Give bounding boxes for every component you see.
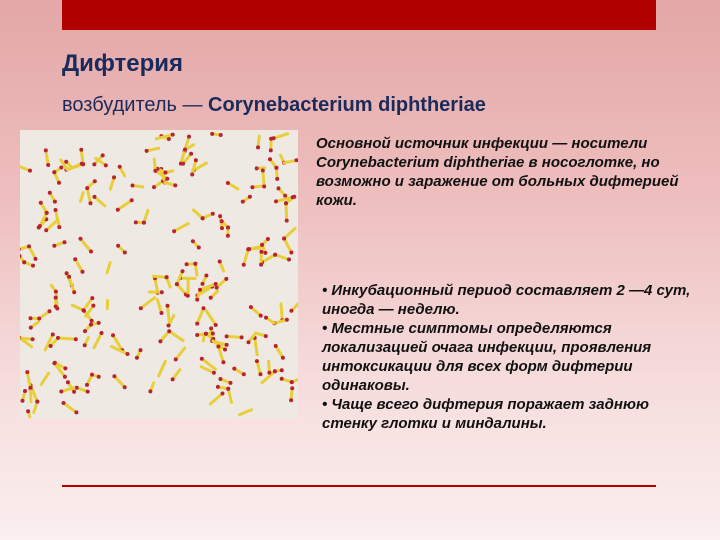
bacterium-granule (134, 220, 138, 224)
bacterium-granule (51, 333, 55, 337)
bacterium-granule (273, 369, 277, 373)
bacterium-granule (67, 275, 71, 279)
bacterium-granule (111, 333, 115, 337)
bacterium-granule (83, 329, 87, 333)
bacterium-rod (169, 331, 183, 340)
bacterium-granule (204, 274, 208, 278)
bacterium-granule (201, 216, 205, 220)
bacterium-granule (267, 371, 271, 375)
bacterium-granule (130, 198, 134, 202)
bacterium-granule (38, 224, 42, 228)
bacterium-rod (107, 263, 110, 273)
bacterium-rod (58, 338, 76, 339)
bacterium-rod (95, 197, 105, 206)
bacterium-rod (275, 255, 289, 260)
bacterium-granule (22, 260, 26, 264)
bacterium-granule (48, 309, 52, 313)
bacterium-granule (255, 359, 259, 363)
bacterium-granule (46, 163, 50, 167)
bacterium-granule (39, 201, 43, 205)
bacterium-granule (123, 385, 127, 389)
bacterium-granule (191, 239, 195, 243)
bacterium-granule (26, 409, 30, 413)
bacterium-granule (48, 191, 52, 195)
bacterium-granule (171, 133, 175, 137)
bacterium-granule (139, 348, 143, 352)
micrograph-image (20, 130, 298, 418)
bacterium-granule (57, 225, 61, 229)
bacterium-rod (168, 306, 170, 323)
bacterium-granule (93, 195, 97, 199)
bacterium-granule (101, 153, 105, 157)
bacterium-granule (256, 145, 260, 149)
bacterium-granule (195, 322, 199, 326)
bacterium-rod (159, 361, 166, 376)
bacterium-granule (274, 344, 278, 348)
bacterium-granule (104, 163, 108, 167)
bacterium-granule (171, 377, 175, 381)
bacterium-granule (232, 367, 236, 371)
bacterium-granule (29, 316, 33, 320)
bacterium-granule (201, 282, 205, 286)
bacterium-rod (174, 224, 188, 232)
bacterium-rod (153, 276, 166, 277)
bacterium-granule (289, 398, 293, 402)
bacterium-granule (75, 386, 79, 390)
bacterium-granule (290, 380, 294, 384)
bacterium-granule (215, 286, 219, 290)
bacterium-granule (174, 357, 178, 361)
bullet-symptoms: • Местные симптомы определяются локализацией очага инфекции, проявления интоксикации для всех форм дифтерии одинаковы. (322, 320, 652, 394)
bacterium-granule (27, 244, 31, 248)
bacterium-rod (75, 259, 82, 272)
bacterium-granule (118, 165, 122, 169)
bacterium-granule (255, 166, 259, 170)
bacterium-rod (177, 284, 186, 294)
bacterium-rod (94, 333, 102, 348)
bacterium-granule (91, 304, 95, 308)
bacterium-granule (167, 329, 171, 333)
slide-title: Дифтерия (62, 50, 184, 77)
bacterium-granule (53, 200, 57, 204)
bacterium-granule (97, 375, 101, 379)
bacterium-rod (262, 255, 275, 262)
bacterium-rod (206, 311, 216, 326)
bacterium-rod (141, 298, 155, 309)
bacterium-granule (273, 253, 277, 257)
bacterium-granule (183, 148, 187, 152)
bacterium-rod (29, 246, 36, 259)
bacterium-granule (221, 392, 225, 396)
bacterium-granule (37, 317, 41, 321)
bacterium-rod (291, 298, 298, 310)
bacterium-granule (187, 135, 191, 139)
bacterium-granule (135, 356, 139, 360)
bacterium-granule (112, 175, 116, 179)
bacterium-granule (223, 348, 227, 352)
bacterium-granule (28, 169, 32, 173)
bacterium-granule (218, 377, 222, 381)
bacterium-granule (167, 137, 171, 141)
bacterium-granule (289, 309, 293, 313)
bacterium-granule (218, 214, 222, 218)
bacterium-granule (44, 148, 48, 152)
subtitle-latin: Corynebacterium diphtheriae (208, 94, 486, 116)
bacterium-rod (118, 200, 132, 210)
bacterium-granule (167, 324, 171, 328)
bacterium-granule (160, 311, 164, 315)
bacterium-granule (89, 201, 93, 205)
bacterium-granule (73, 257, 77, 261)
bacterium-granule (185, 262, 189, 266)
bacterium-rod (284, 239, 291, 253)
bacterium-rod (210, 394, 222, 405)
bacterium-granule (249, 305, 253, 309)
bacterium-rod (274, 134, 288, 138)
bacterium-granule (112, 374, 116, 378)
bacterium-granule (269, 148, 273, 152)
bacterium-granule (202, 306, 206, 310)
bacterium-rod (155, 278, 158, 292)
bullet-incubation: • Инкубационный период составляет 2 —4 сут, иногда — неделю. (322, 282, 691, 318)
bacterium-granule (186, 294, 190, 298)
bacterium-granule (281, 356, 285, 360)
slide-subtitle (62, 94, 486, 117)
bacterium-granule (59, 390, 63, 394)
bacterium-granule (166, 304, 170, 308)
bacterium-rod (240, 410, 252, 415)
bacterium-granule (31, 337, 35, 341)
bacterium-granule (66, 380, 70, 384)
bacterium-granule (197, 246, 201, 250)
bacterium-granule (158, 339, 162, 343)
bacteria-micrograph (20, 130, 298, 418)
bacterium-granule (241, 200, 245, 204)
bacterium-granule (209, 296, 213, 300)
bacterium-granule (242, 263, 246, 267)
bacterium-granule (57, 181, 61, 185)
bacterium-granule (226, 181, 230, 185)
bacterium-granule (165, 177, 169, 181)
bacterium-granule (179, 162, 183, 166)
bacterium-rod (157, 300, 161, 313)
bacterium-rod (281, 304, 282, 320)
bacterium-granule (173, 183, 177, 187)
bacterium-granule (92, 162, 96, 166)
bacterium-granule (212, 371, 216, 375)
bacterium-granule (264, 316, 268, 320)
bacterium-granule (195, 298, 199, 302)
bacterium-granule (172, 229, 176, 233)
bacterium-granule (131, 184, 135, 188)
bullet-list (322, 281, 694, 433)
bacterium-granule (266, 237, 270, 241)
bacterium-granule (52, 170, 56, 174)
bacterium-granule (126, 352, 130, 356)
bacterium-rod (87, 188, 90, 203)
bacterium-granule (64, 160, 68, 164)
bacterium-rod (228, 389, 231, 403)
bacterium-rod (31, 388, 32, 402)
bacterium-granule (165, 275, 169, 279)
bacterium-granule (218, 260, 222, 264)
bacterium-granule (194, 158, 198, 162)
bacterium-granule (264, 334, 268, 338)
bacterium-granule (116, 244, 120, 248)
bacterium-granule (56, 336, 60, 340)
bacterium-granule (83, 343, 87, 347)
bacterium-granule (72, 290, 76, 294)
bacterium-granule (72, 390, 76, 394)
bacterium-granule (274, 199, 278, 203)
bacterium-granule (35, 400, 39, 404)
bacterium-granule (242, 372, 246, 376)
bacterium-granule (220, 226, 224, 230)
bacterium-granule (291, 195, 295, 199)
bacterium-rod (176, 348, 185, 359)
bacterium-granule (148, 389, 152, 393)
bacterium-granule (282, 237, 286, 241)
bacterium-rod (46, 220, 57, 230)
bacterium-granule (116, 208, 120, 212)
bacterium-rod (197, 308, 203, 323)
bacterium-granule (97, 321, 101, 325)
infection-source-text: Основной источник инфекции — носители Corynebacterium diphtheriae в носоглотке, но возможно и заражение от больных дифтерией кожи. (316, 135, 679, 209)
bacterium-granule (219, 133, 223, 137)
bacterium-granule (280, 368, 284, 372)
bacterium-granule (290, 386, 294, 390)
bacterium-rod (41, 373, 48, 384)
bacterium-granule (153, 169, 157, 173)
bacterium-granule (250, 185, 254, 189)
bacterium-granule (189, 152, 193, 156)
bacterium-granule (226, 226, 230, 230)
bacterium-rod (64, 403, 77, 412)
bacterium-granule (74, 337, 78, 341)
bacterium-granule (259, 263, 263, 267)
bacterium-granule (21, 399, 25, 403)
bacterium-granule (175, 282, 179, 286)
bacterium-granule (74, 410, 78, 414)
bacterium-granule (209, 326, 213, 330)
bacterium-granule (263, 251, 267, 255)
bacterium-granule (225, 343, 229, 347)
bacterium-granule (79, 237, 83, 241)
bacterium-rod (276, 346, 283, 358)
bacterium-granule (284, 201, 288, 205)
bullet-location: • Чаще всего дифтерия поражает заднюю стенку глотки и миндалины. (322, 396, 649, 432)
bacterium-granule (259, 372, 263, 376)
bacterium-granule (62, 401, 66, 405)
bacterium-granule (49, 344, 53, 348)
bacterium-rod (81, 239, 92, 252)
bacterium-granule (216, 345, 220, 349)
bacterium-granule (259, 250, 263, 254)
bacterium-granule (54, 208, 58, 212)
bacterium-granule (198, 288, 202, 292)
bacterium-granule (29, 386, 33, 390)
bacterium-granule (90, 296, 94, 300)
bacterium-granule (268, 157, 272, 161)
bacterium-granule (204, 332, 208, 336)
bacterium-granule (261, 169, 265, 173)
bacterium-granule (123, 251, 127, 255)
bacterium-rod (286, 203, 287, 220)
bacterium-granule (200, 357, 204, 361)
bacterium-granule (164, 171, 168, 175)
bacterium-granule (89, 250, 93, 254)
bacterium-rod (257, 361, 261, 374)
bacterium-granule (85, 383, 89, 387)
bacterium-granule (63, 375, 67, 379)
bacterium-granule (85, 186, 89, 190)
bacterium-granule (211, 332, 215, 336)
bacterium-granule (193, 262, 197, 266)
bacterium-granule (63, 366, 67, 370)
bottom-divider (62, 485, 656, 487)
bacterium-granule (90, 319, 94, 323)
bacterium-granule (160, 290, 164, 294)
bacterium-granule (210, 132, 214, 136)
bacterium-granule (247, 247, 251, 251)
bacterium-granule (65, 271, 69, 275)
bacterium-granule (52, 361, 56, 365)
bacterium-granule (23, 389, 27, 393)
bacterium-rod (263, 171, 264, 187)
bacterium-granule (145, 149, 149, 153)
bacterium-rod (244, 249, 249, 265)
bacterium-granule (277, 186, 281, 190)
bacterium-granule (80, 162, 84, 166)
bacterium-rod (56, 210, 60, 227)
bacterium-granule (93, 179, 97, 183)
bacterium-granule (100, 331, 104, 335)
bacterium-granule (45, 211, 49, 215)
bacterium-granule (29, 326, 33, 330)
bacterium-granule (211, 212, 215, 216)
bacterium-granule (224, 277, 228, 281)
bacterium-granule (248, 195, 252, 199)
bacterium-granule (220, 219, 224, 223)
bacterium-granule (44, 228, 48, 232)
bacterium-granule (82, 308, 86, 312)
bacterium-granule (190, 173, 194, 177)
bacterium-granule (260, 243, 264, 247)
bacterium-granule (221, 360, 225, 364)
bacterium-granule (25, 370, 29, 374)
bacterium-granule (214, 323, 218, 327)
bacterium-granule (181, 269, 185, 273)
bacterium-granule (54, 290, 58, 294)
bacterium-granule (152, 185, 156, 189)
bacterium-granule (280, 377, 284, 381)
bacterium-granule (52, 244, 56, 248)
bacterium-granule (226, 234, 230, 238)
bacterium-granule (289, 251, 293, 255)
bacterium-rod (227, 336, 242, 337)
subtitle-prefix: возбудитель — (62, 94, 209, 116)
bacterium-granule (240, 335, 244, 339)
bacterium-granule (142, 221, 146, 225)
bacterium-granule (269, 137, 273, 141)
bacterium-granule (89, 323, 93, 327)
top-accent-bar (62, 0, 656, 30)
bacterium-granule (63, 240, 67, 244)
bacterium-granule (274, 166, 278, 170)
bacterium-granule (86, 390, 90, 394)
bacterium-granule (79, 148, 83, 152)
bacterium-rod (81, 193, 84, 202)
bacterium-granule (59, 166, 63, 170)
bacterium-granule (275, 177, 279, 181)
bacterium-granule (285, 219, 289, 223)
bacterium-granule (247, 340, 251, 344)
bacterium-granule (259, 314, 263, 318)
bacterium-granule (54, 305, 58, 309)
bacterium-rod (284, 229, 295, 239)
bacterium-granule (216, 385, 220, 389)
bacterium-granule (262, 185, 266, 189)
bacterium-rod (114, 376, 124, 387)
bacterium-rod (192, 160, 196, 174)
bacterium-granule (34, 257, 38, 261)
bacterium-granule (54, 296, 58, 300)
bacterium-granule (81, 270, 85, 274)
bacterium-granule (225, 334, 229, 338)
bacterium-rod (46, 150, 48, 165)
bacterium-granule (90, 373, 94, 377)
bacterium-granule (139, 306, 143, 310)
bacterium-granule (229, 381, 233, 385)
bacterium-granule (31, 264, 35, 268)
bacterium-granule (226, 387, 230, 391)
bacterium-granule (285, 318, 289, 322)
bacterium-granule (287, 258, 291, 262)
bacterium-rod (255, 338, 258, 355)
bacterium-granule (195, 333, 199, 337)
